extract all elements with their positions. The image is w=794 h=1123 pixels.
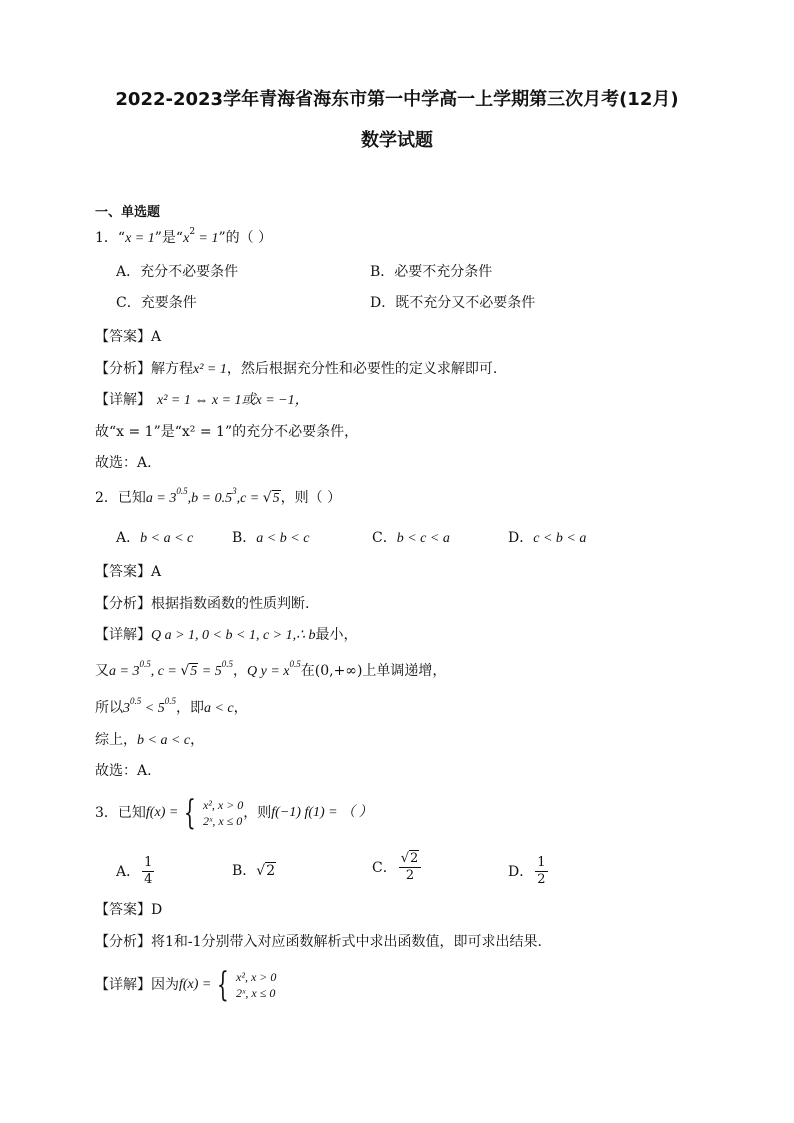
question-1-detail: 【详解】 x² = 1 ⇔ x = 1或x = −1，	[95, 392, 309, 408]
question-2-option-d: D．c < b < a	[508, 530, 587, 546]
left-brace: {	[217, 965, 230, 1005]
document-subtitle: 数学试题	[361, 130, 433, 151]
question-1-answer: 【答案】A	[95, 329, 162, 345]
question-3-analysis: 【分析】将1和-1分别带入对应函数解析式中求出函数值，即可求出结果.	[95, 934, 542, 950]
question-1-option-d: D．既不充分又不必要条件	[370, 295, 536, 311]
question-1-analysis: 【分析】解方程x² = 1，然后根据充分性和必要性的定义求解即可.	[95, 361, 498, 377]
question-2-answer: 【答案】A	[95, 564, 162, 580]
question-3-detail: 【详解】 因为 f(x) = { x², x > 0 2ˣ, x ≤ 0	[95, 965, 277, 1005]
question-1-option-b: B．必要不充分条件	[370, 264, 493, 280]
question-2-detail-4: 综上，b < a < c，	[95, 732, 205, 748]
question-1-option-a: A．充分不必要条件	[116, 264, 239, 280]
question-2-detail-3: 所以$3^{0.5} < 5^{0.5}$，即a < c，	[95, 696, 248, 716]
question-3-answer: 【答案】D	[95, 902, 163, 918]
piecewise-function: { x², x > 0 2ˣ, x ≤ 0	[184, 793, 244, 833]
question-1-detail-2: 故“x = 1”是“x² = 1”的充分不必要条件，	[95, 424, 359, 440]
section-heading: 一、单选题	[95, 205, 161, 220]
sqrt-symbol: √5	[262, 490, 280, 506]
question-2-option-b: B．a < b < c	[232, 530, 310, 546]
left-brace: {	[184, 793, 197, 833]
question-2-stem: 2．已知$a = 3^{0.5},b = 0.5^3,c = √5$，则（ ）	[95, 486, 342, 506]
sqrt-symbol: √5	[180, 663, 198, 679]
question-2-detail: 【详解】Q a > 1, 0 < b < 1, c > 1,∴ b最小，	[95, 627, 358, 643]
question-3-option-a: A． $\frac{1}{4}$	[116, 855, 153, 887]
question-2-option-c: C．b < c < a	[372, 530, 450, 546]
question-2-choose: 故选：A.	[95, 763, 152, 779]
document-title: 2022-2023学年青海省海东市第一中学高一上学期第三次月考(12月)	[115, 89, 679, 110]
question-3-option-b: B．√2	[232, 863, 276, 879]
question-1-option-c: C．充要条件	[116, 295, 197, 311]
question-1-choose: 故选：A.	[95, 455, 152, 471]
sqrt-symbol: √2	[400, 851, 419, 866]
piecewise-function: { x², x > 0 2ˣ, x ≤ 0	[217, 965, 277, 1005]
question-2-detail-2: 又$a = 3^{0.5}$, $c = √5 = 5^{0.5}$，Q $y = x^{0.5}$在(0,+∞)上单调递增，	[95, 659, 447, 679]
sqrt-symbol: √2	[256, 863, 276, 879]
question-3-option-d: D． $\frac{1}{2}$	[508, 855, 546, 887]
question-1-stem: 1．“x = 1”是“$x^2 = 1$”的（ ）	[95, 227, 273, 246]
question-2-option-a: A．b < a < c	[116, 530, 194, 546]
question-2-analysis: 【分析】根据指数函数的性质判断.	[95, 596, 310, 612]
question-3-option-c: C． $\frac{√2}{2}$	[372, 852, 423, 883]
question-3-stem: 3．已知 f(x) = { x², x > 0 2ˣ, x ≤ 0 ，则 f(−1) f(1) = （ ）	[95, 793, 373, 833]
